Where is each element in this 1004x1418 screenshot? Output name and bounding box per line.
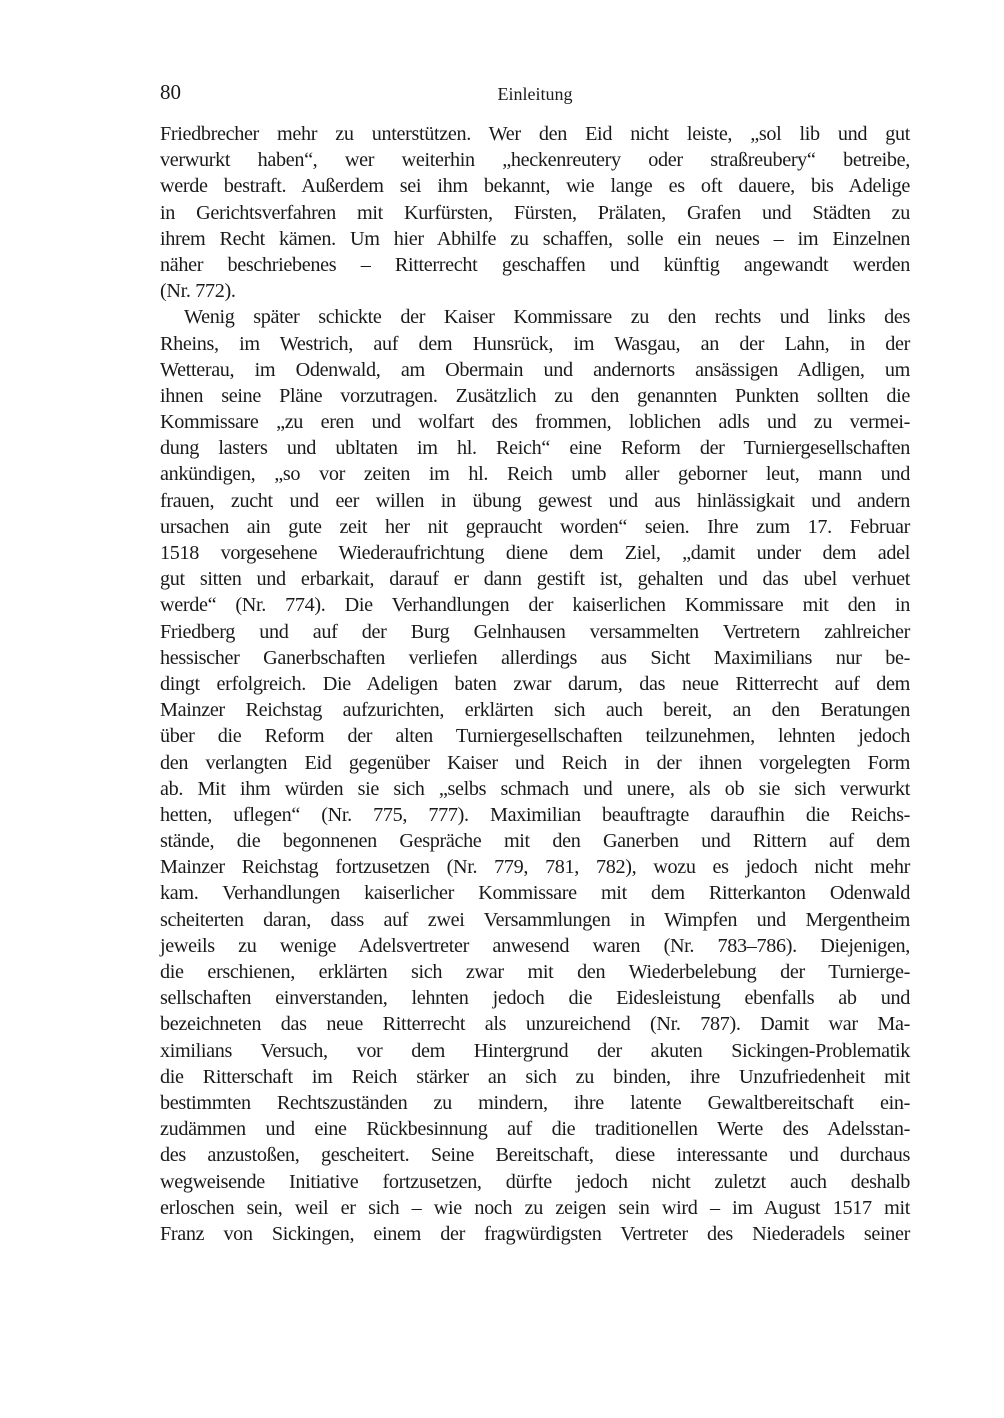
- text-line: Friedbrecher mehr zu unterstützen. Wer den Eid nicht leiste, „sol lib und gut: [160, 123, 910, 145]
- text-line: zudämmen und eine Rückbesinnung auf die traditionellen Werte des Adelsstan-: [160, 1118, 910, 1141]
- body-text: [160, 121, 910, 1247]
- text-line: erloschen sein, weil er sich – wie noch zu zeigen sein wird – im August 1517 mit: [160, 1196, 910, 1219]
- text-line: scheiterten daran, dass auf zwei Versammlungen in Wimpfen und Mergentheim: [160, 908, 910, 931]
- page-header: [160, 78, 910, 108]
- text-line: über die Reform der alten Turniergesellschaften teilzunehmen, lehnten jedoch: [160, 725, 910, 748]
- text-line: werde bestraft. Außerdem sei ihm bekannt, wie lange es oft dauere, bis Adelige: [160, 175, 910, 198]
- text-line: ankündigen, „so vor zeiten im hl. Reich umb aller geborner leut, mann und: [160, 463, 910, 486]
- text-line: hetten, uflegen“ (Nr. 775, 777). Maximilian beauftragte daraufhin die Reichs-: [160, 803, 910, 826]
- text-line: (Nr. 772).: [160, 280, 236, 303]
- running-head: Einleitung: [497, 84, 573, 104]
- text-line: dung lasters und ubltaten im hl. Reich“ eine Reform der Turniergesellschaften: [160, 437, 910, 460]
- paragraph-2: [160, 304, 910, 1247]
- text-line: bezeichneten das neue Ritterrecht als unzureichend (Nr. 787). Damit war Ma-: [160, 1013, 910, 1036]
- text-line: kam. Verhandlungen kaiserlicher Kommissare mit dem Ritterkanton Odenwald: [160, 882, 910, 905]
- text-line: ihrem Recht kämen. Um hier Abhilfe zu schaffen, solle ein neues – im Einzelnen: [160, 227, 910, 250]
- text-line: hessischer Ganerbschaften verliefen allerdings aus Sicht Maximilians nur be-: [160, 646, 910, 669]
- text-line: wegweisende Initiative fortzusetzen, dürfte jedoch nicht zuletzt auch deshalb: [160, 1170, 910, 1193]
- text-line: näher beschriebenes – Ritterrecht geschaffen und künftig angewandt werden: [160, 253, 910, 276]
- text-line: Mainzer Reichstag aufzurichten, erklärten sich auch bereit, an den Beratungen: [160, 699, 910, 722]
- text-line: den verlangten Eid gegenüber Kaiser und Reich in der ihnen vorgelegten Form: [160, 751, 910, 774]
- text-line: werde“ (Nr. 774). Die Verhandlungen der kaiserlichen Kommissare mit den in: [160, 594, 910, 617]
- text-line: die erschienen, erklärten sich zwar mit den Wiederbelebung der Turnierge-: [160, 961, 910, 983]
- text-line: Franz von Sickingen, einem der fragwürdigsten Vertreter des Niederadels seiner: [160, 1222, 910, 1245]
- paragraph-1: [160, 121, 910, 304]
- text-line: Wetterau, im Odenwald, am Obermain und andernorts ansässigen Adligen, um: [160, 358, 910, 381]
- text-line: verwurkt haben“, wer weiterhin „heckenreutery oder straßreubery“ betreibe,: [160, 149, 910, 172]
- text-line: stände, die begonnenen Gespräche mit den Ganerben und Rittern auf dem: [160, 830, 910, 853]
- text-line: die Ritterschaft im Reich stärker an sich zu binden, ihre Unzufriedenheit mit: [160, 1065, 910, 1088]
- text-line: bestimmten Rechtszuständen zu mindern, ihre latente Gewaltbereitschaft ein-: [160, 1091, 910, 1114]
- text-line: ximilians Versuch, vor dem Hintergrund der akuten Sickingen-Problematik: [160, 1039, 910, 1062]
- page-number: 80: [160, 80, 181, 104]
- text-line: gut sitten und erbarkait, darauf er dann gestift ist, gehalten und das ubel verhuet: [160, 568, 910, 591]
- text-line: in Gerichtsverfahren mit Kurfürsten, Fürsten, Prälaten, Grafen und Städten zu: [160, 201, 910, 224]
- text-line: des anzustoßen, gescheitert. Seine Bereitschaft, diese interessante und durchaus: [160, 1144, 910, 1167]
- text-line: ab. Mit ihm würden sie sich „selbs schmach und unere, als ob sie sich verwurkt: [160, 777, 910, 800]
- text-line: dingt erfolgreich. Die Adeligen baten zwar darum, das neue Ritterrecht auf dem: [160, 672, 910, 695]
- text-line: Mainzer Reichstag fortzusetzen (Nr. 779, 781, 782), wozu es jedoch nicht mehr: [160, 856, 910, 879]
- text-line: ursachen ain gute zeit her nit gepraucht worden“ seien. Ihre zum 17. Februar: [160, 515, 910, 538]
- text-line: frauen, zucht und eer willen in übung gewest und aus hinlässigkait und andern: [160, 489, 910, 512]
- text-line: sellschaften einverstanden, lehnten jedoch die Eidesleistung ebenfalls ab und: [160, 987, 910, 1010]
- text-line: Wenig später schickte der Kaiser Kommissare zu den rechts und links des: [184, 306, 910, 329]
- text-line: jeweils zu wenige Adelsvertreter anwesend waren (Nr. 783–786). Diejenigen,: [160, 934, 910, 957]
- text-line: ihnen seine Pläne vorzutragen. Zusätzlich zu den genannten Punkten sollten die: [160, 384, 910, 407]
- text-line: Kommissare „zu eren und wolfart des frommen, loblichen adls und zu vermei-: [160, 411, 910, 434]
- text-line: Friedberg und auf der Burg Gelnhausen versammelten Vertretern zahlreicher: [160, 620, 910, 643]
- text-line: 1518 vorgesehene Wiederaufrichtung diene dem Ziel, „damit under dem adel: [160, 542, 910, 564]
- text-line: Rheins, im Westrich, auf dem Hunsrück, im Wasgau, an der Lahn, in der: [160, 332, 910, 355]
